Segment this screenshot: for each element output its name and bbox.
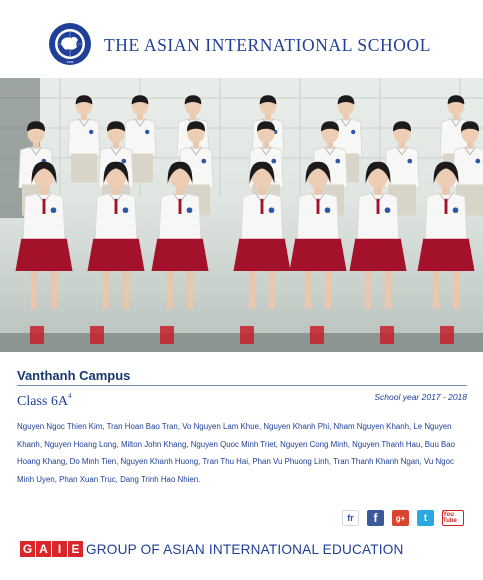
- gaie-letter: I: [52, 541, 67, 557]
- footer-brand: [20, 539, 404, 559]
- chair: [160, 326, 174, 344]
- chair: [380, 326, 394, 344]
- chair: [240, 326, 254, 344]
- photo-illustration: [0, 78, 483, 352]
- twitter-icon[interactable]: t: [417, 510, 434, 526]
- class-name: Class 6A: [17, 394, 68, 409]
- gaie-logo: [20, 541, 83, 557]
- class-group-photo: [0, 78, 483, 352]
- social-links: [342, 510, 464, 526]
- student-names: Nguyen Ngoc Thien Kim, Tran Hoan Bao Tran, Vo Nguyen Lam Khue, Nguyen Khanh Phi, Nham Nguyen Khanh, Le Nguyen Khanh, Nguyen Hoang Long, Milton John Khang, Nguyen Quoc Minh Triet, Nguyen Cong Minh, Nguyen Thanh Hau, Buu Bao Hoang Khang, Do Minh Tien, Nguyen Khanh Huong, Tran Thu Hai, Phan Vu Phuong Linh, Tran Thanh Khanh Ngan, Vu Ngoc Minh Uyen, Phan Xuan Truc, Dang Trinh Hao Nhien.: [17, 422, 456, 485]
- facebook-icon[interactable]: f: [367, 510, 384, 526]
- header: [0, 0, 483, 78]
- gaie-letter: G: [20, 541, 35, 557]
- campus-title: Vanthanh Campus: [17, 368, 131, 383]
- chair: [90, 326, 104, 344]
- globe-seal-icon: [48, 22, 92, 66]
- gaie-letter: E: [68, 541, 83, 557]
- class-superscript: 4: [67, 392, 72, 400]
- google-plus-icon[interactable]: g+: [392, 510, 409, 526]
- school-year: School year 2017 - 2018: [374, 392, 467, 402]
- svg-text:1996: 1996: [66, 60, 74, 64]
- gaie-letter: A: [36, 541, 51, 557]
- fr-icon[interactable]: fr: [342, 510, 359, 526]
- divider: [17, 385, 467, 386]
- youtube-icon[interactable]: You Tube: [442, 510, 464, 526]
- chair: [440, 326, 454, 344]
- chair: [310, 326, 324, 344]
- school-name: THE ASIAN INTERNATIONAL SCHOOL: [104, 35, 431, 55]
- class-label: [17, 392, 71, 410]
- group-name: GROUP OF ASIAN INTERNATIONAL EDUCATION: [86, 541, 404, 557]
- chair: [30, 326, 44, 344]
